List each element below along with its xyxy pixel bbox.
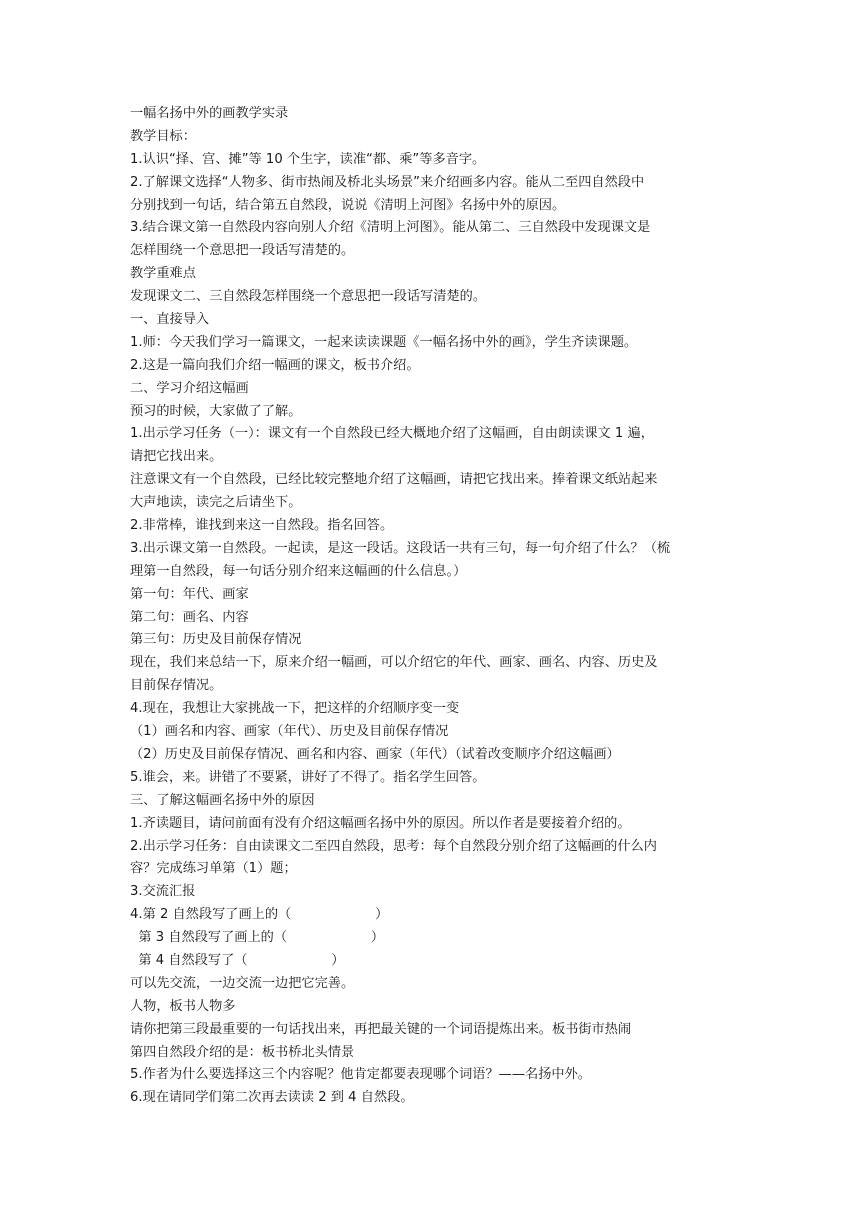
text-line: 2.出示学习任务：自由读课文二至四自然段，思考：每个自然段分别介绍了这幅画的什么内	[130, 838, 657, 854]
text-line: 请你把第三段最重要的一句话找出来，再把最关键的一个词语提炼出来。板书街市热闹	[130, 1021, 632, 1037]
section-heading: 一、直接导入	[130, 312, 210, 328]
text-line: 2.了解课文选择“人物多、街市热闹及桥北头场景”来介绍画多内容。能从二至四自然段中	[130, 174, 645, 190]
text-line: 5.作者为什么要选择这三个内容呢？他肯定都要表现哪个词语？——名扬中外。	[130, 1067, 591, 1083]
text-line: 第三句：历史及目前保存情况	[130, 632, 302, 648]
text-line: 可以先交流，一边交流一边把它完善。	[130, 975, 355, 991]
text-line: 发现课文二、三自然段怎样围绕一个意思把一段话写清楚的。	[130, 289, 487, 305]
text-line: 3.出示课文第一自然段。一起读，是这一段话。这段话一共有三句，每一句介绍了什么？（梳	[130, 540, 671, 556]
text-line: 2.非常棒，谁找到来这一自然段。指名回答。	[130, 518, 394, 534]
document-body	[130, 103, 735, 1110]
text-line: （1）画名和内容、画家（年代）、历史及目前保存情况	[130, 724, 449, 740]
text-line: 分别找到一句话，结合第五自然段，说说《清明上河图》名扬中外的原因。	[130, 197, 566, 213]
text-line: 5.谁会，来。讲错了不要紧，讲好了不得了。指名学生回答。	[130, 769, 486, 785]
text-line: 怎样围绕一个意思把一段话写清楚的。	[130, 243, 355, 259]
text-line: 第 3 自然段写了画上的（ ）	[130, 930, 385, 946]
text-line: 第二句：画名、内容	[130, 609, 249, 625]
text-line: 1.出示学习任务（一）：课文有一个自然段已经大概地介绍了这幅画，自由朗读课文 1 遍，	[130, 426, 654, 442]
section-heading: 二、学习介绍这幅画	[130, 380, 249, 396]
text-line: 第四自然段介绍的是：板书桥北头情景	[130, 1044, 355, 1060]
text-line: 6.现在请同学们第二次再去读读 2 到 4 自然段。	[130, 1090, 414, 1106]
text-line: 4.现在，我想让大家挑战一下，把这样的介绍顺序变一变	[130, 701, 460, 717]
document-title: 一幅名扬中外的画教学实录	[130, 106, 289, 121]
section-heading: 三、了解这幅画名扬中外的原因	[130, 792, 315, 808]
text-line: 4.第 2 自然段写了画上的（ ）	[130, 907, 389, 923]
text-line: 第一句：年代、画家	[130, 586, 249, 602]
text-line: 第 4 自然段写了（ ）	[130, 952, 345, 968]
text-line: 2.这是一篇向我们介绍一幅画的课文，板书介绍。	[130, 357, 420, 373]
text-line: 人物，板书人物多	[130, 998, 236, 1014]
text-line: 请把它找出来。	[130, 449, 223, 465]
section-heading: 教学目标：	[130, 128, 196, 144]
section-heading: 教学重难点	[130, 266, 196, 282]
text-line: （2）历史及目前保存情况、画名和内容、画家（年代）（试着改变顺序介绍这幅画）	[130, 746, 620, 762]
text-line: 3.结合课文第一自然段内容向别人介绍《清明上河图》。能从第二、三自然段中发现课文是	[130, 220, 651, 236]
text-line: 1.认识“择、宫、摊”等 10 个生字，读准“都、乘”等多音字。	[130, 151, 486, 167]
text-line: 容？完成练习单第（1）题；	[130, 861, 297, 877]
text-line: 1.齐读题目，请问前面有没有介绍这幅画名扬中外的原因。所以作者是要接着介绍的。	[130, 815, 631, 831]
text-line: 3.交流汇报	[130, 884, 196, 900]
text-line: 注意课文有一个自然段，已经比较完整地介绍了这幅画，请把它找出来。捧着课文纸站起来	[130, 472, 658, 488]
text-line: 预习的时候，大家做了了解。	[130, 403, 302, 419]
text-line: 理第一自然段，每一句话分别介绍来这幅画的什么信息。）	[130, 563, 467, 579]
text-line: 现在，我们来总结一下，原来介绍一幅画，可以介绍它的年代、画家、画名、内容、历史及	[130, 655, 658, 671]
text-line: 1.师：今天我们学习一篇课文，一起来读读课题《一幅名扬中外的画》，学生齐读课题。	[130, 334, 638, 350]
text-line: 大声地读，读完之后请坐下。	[130, 495, 302, 511]
text-line: 目前保存情况。	[130, 678, 223, 694]
